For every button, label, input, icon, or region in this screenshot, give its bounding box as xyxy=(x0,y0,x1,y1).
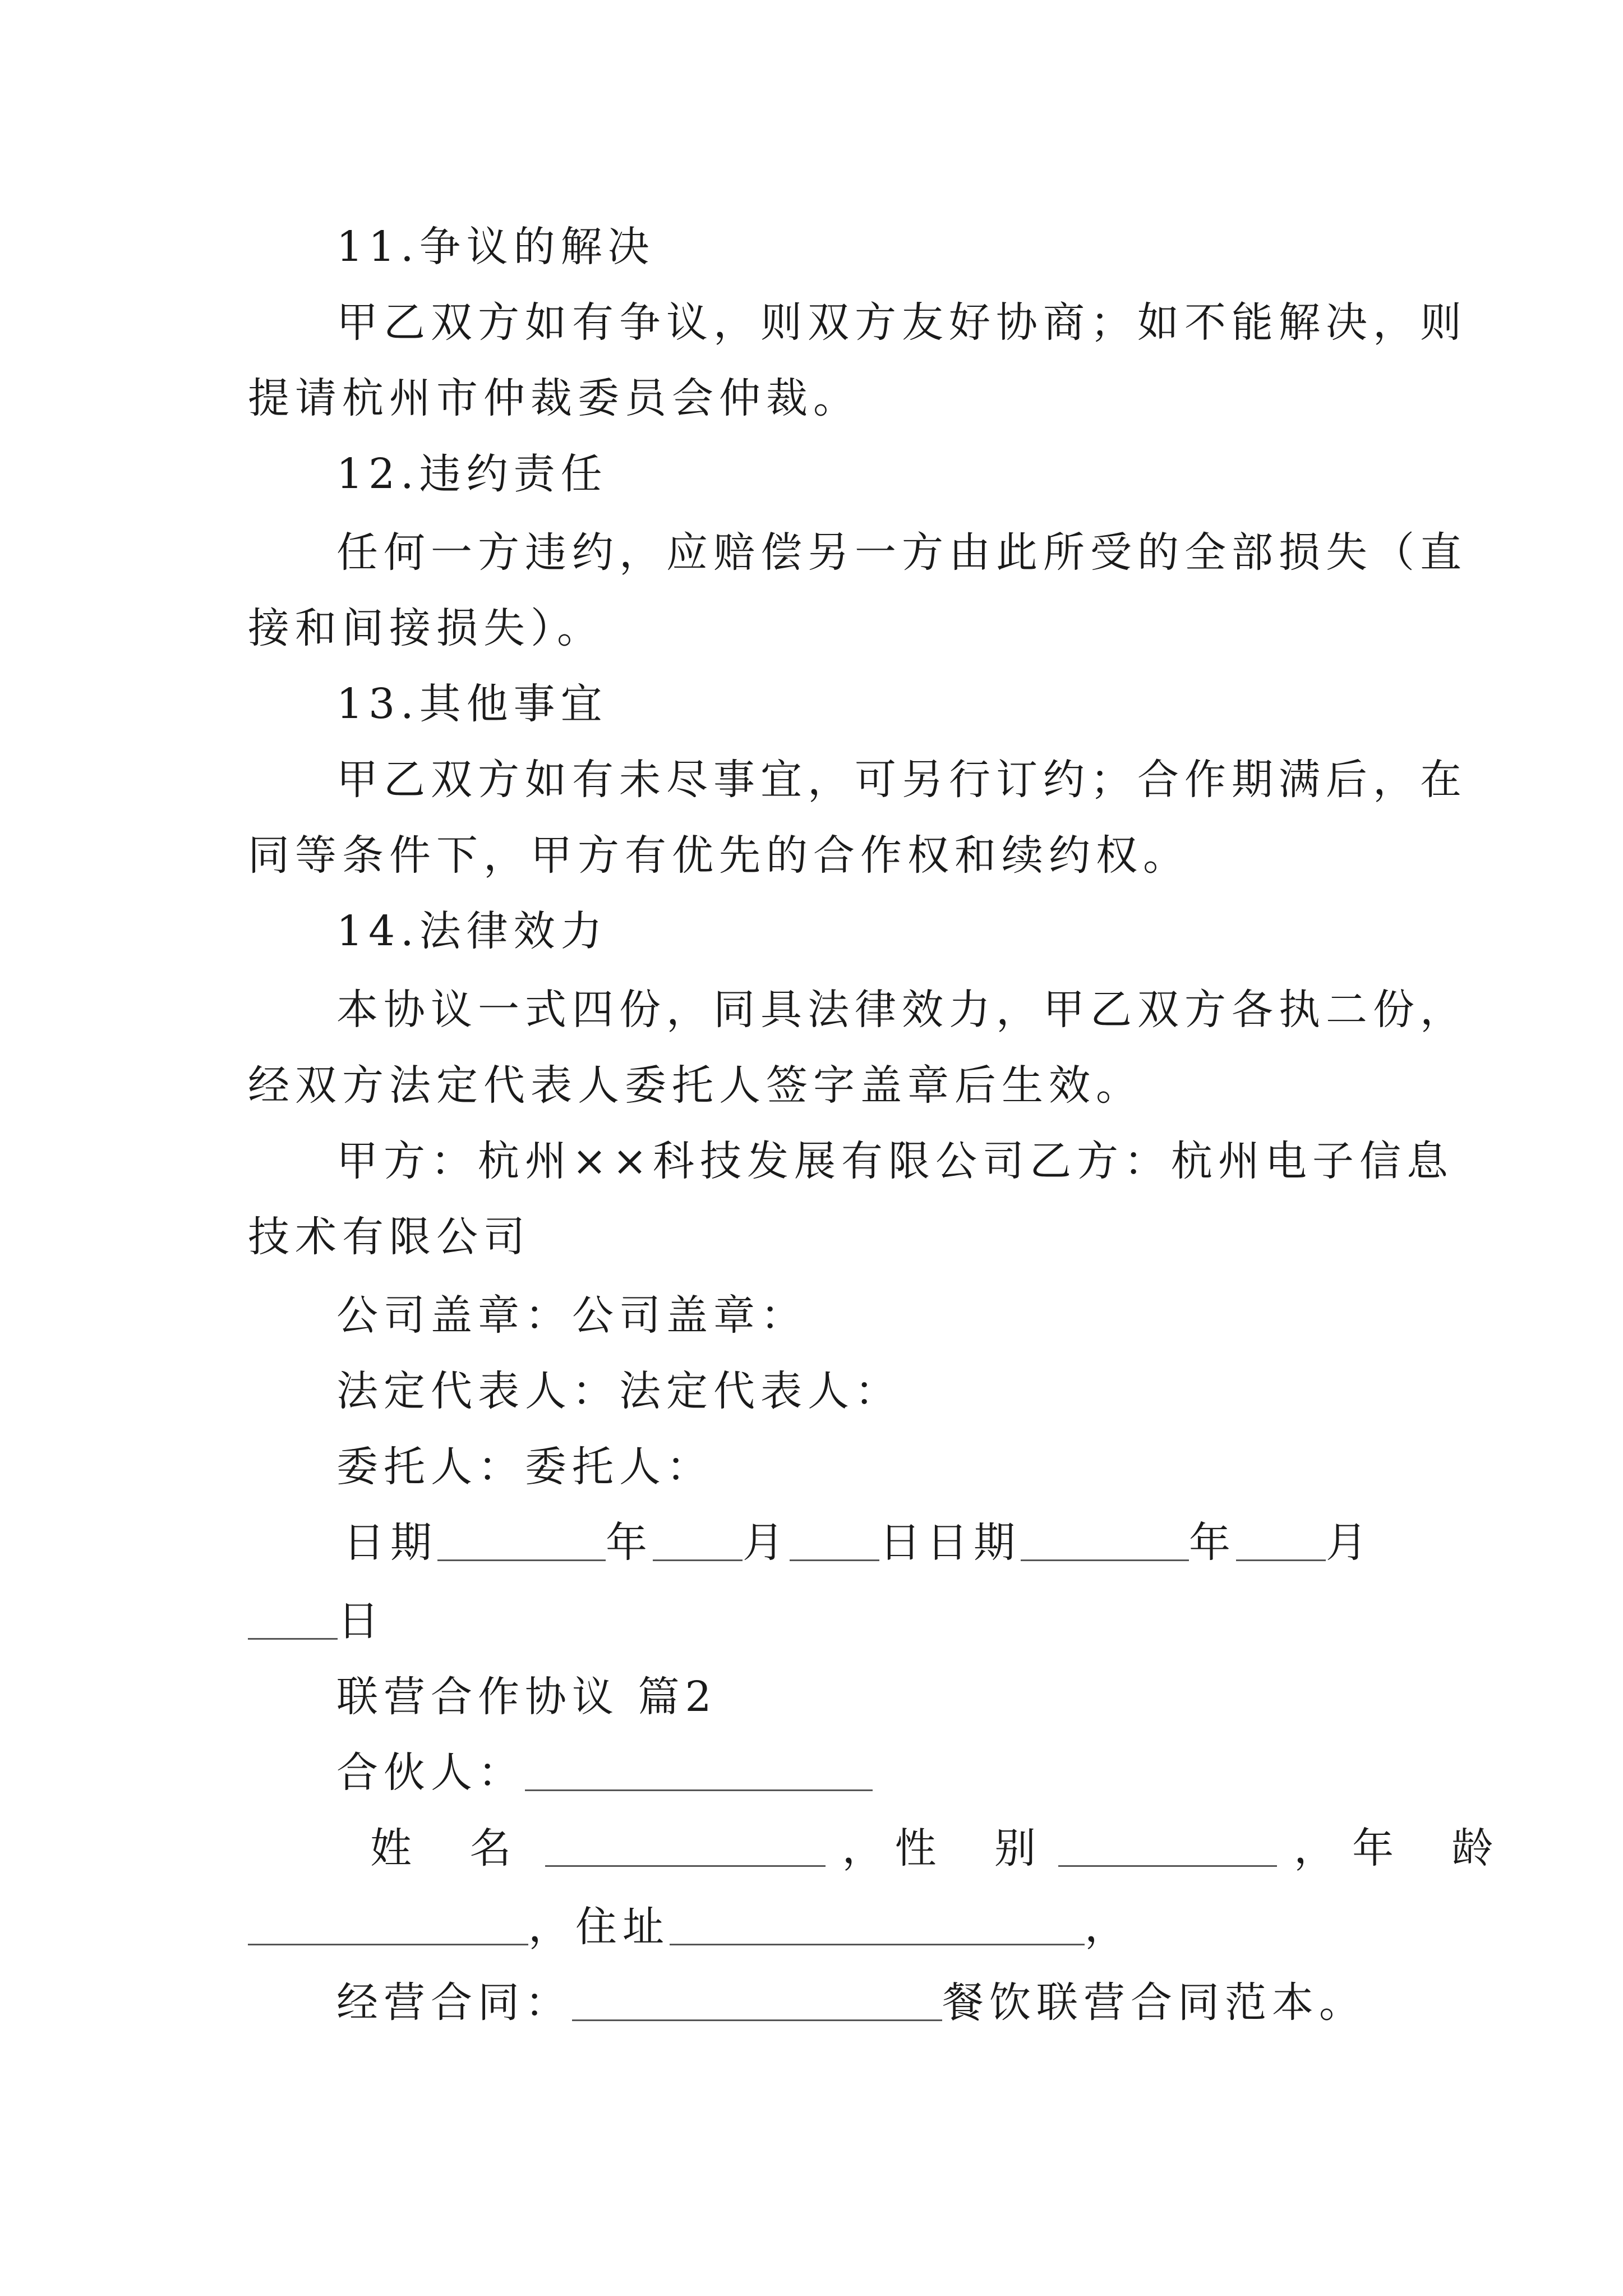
age-label: 年 龄 xyxy=(1352,1824,1516,1872)
section-14-body-line-1: 本协议一式四份，同具法律效力，甲乙双方各执二份， xyxy=(336,986,1467,1034)
date-year-label-2: 年 xyxy=(1189,1519,1236,1567)
section-11-body-line-1: 甲乙双方如有争议，则双方友好协商；如不能解决，则 xyxy=(336,298,1467,347)
date-month-blank-2 xyxy=(1236,1518,1326,1561)
date-day-blank-1 xyxy=(790,1518,879,1561)
date-day-blank-2 xyxy=(248,1596,338,1640)
section-12-heading: 12.违约责任 xyxy=(336,450,608,498)
partner-blank xyxy=(525,1748,873,1791)
entrusted-person-line: 委托人：委托人： xyxy=(336,1443,713,1491)
partner-line xyxy=(0,1739,1623,1806)
date-day-and-label-2: 日日期 xyxy=(879,1519,1021,1567)
date-month-blank-1 xyxy=(653,1518,743,1561)
date-label-1: 日期 xyxy=(343,1519,437,1567)
name-label: 姓 名 xyxy=(370,1824,534,1872)
address-blank xyxy=(670,1902,1085,1945)
gender-label: 性 别 xyxy=(895,1824,1059,1872)
section-11-heading: 11.争议的解决 xyxy=(336,223,655,271)
date-year-blank-2 xyxy=(1021,1518,1189,1561)
section-12-body-line-1: 任何一方违约，应赔偿另一方由此所受的全部损失（直 xyxy=(336,528,1467,577)
comma-2: ， xyxy=(1294,1824,1341,1872)
section-11-body-line-2: 提请杭州市仲裁委员会仲裁。 xyxy=(248,374,860,422)
date-line xyxy=(0,1509,1623,1576)
age-blank xyxy=(248,1902,528,1945)
date-day-label-2: 日 xyxy=(338,1597,385,1645)
date-month-label-1: 月 xyxy=(743,1519,790,1567)
section-12-body-line-2: 接和间接损失）。 xyxy=(248,604,604,652)
date-year-blank-1 xyxy=(437,1518,606,1561)
contract-label: 经营合同： xyxy=(336,1978,572,2027)
contract-blank xyxy=(572,1978,942,2021)
date-line-continued xyxy=(0,1588,1623,1655)
name-gender-age-line xyxy=(0,1815,1623,1882)
address-label: ，住址 xyxy=(528,1903,670,1951)
age-address-line xyxy=(0,1893,1623,1961)
section-13-heading: 13.其他事宜 xyxy=(336,680,608,728)
article-2-title: 联营合作协议 篇2 xyxy=(336,1673,717,1721)
legal-representative-line: 法定代表人：法定代表人： xyxy=(336,1367,902,1415)
section-13-body-line-2: 同等条件下，甲方有优先的合作权和续约权。 xyxy=(248,831,1190,880)
parties-line-1: 甲方：杭州××科技发展有限公司乙方：杭州电子信息 xyxy=(336,1137,1454,1185)
parties-line-2: 技术有限公司 xyxy=(248,1213,531,1261)
name-blank xyxy=(545,1824,826,1867)
contract-suffix: 餐饮联营合同范本。 xyxy=(942,1978,1366,2027)
company-seal-line: 公司盖章：公司盖章： xyxy=(336,1291,808,1340)
business-contract-line xyxy=(0,1969,1623,2036)
section-13-body-line-1: 甲乙双方如有未尽事宜，可另行订约；合作期满后，在 xyxy=(336,756,1467,804)
gender-blank xyxy=(1058,1824,1277,1867)
section-14-body-line-2: 经双方法定代表人委托人签字盖章后生效。 xyxy=(248,1061,1143,1110)
section-14-heading: 14.法律效力 xyxy=(336,907,608,955)
date-month-label-2: 月 xyxy=(1326,1519,1373,1567)
date-year-label-1: 年 xyxy=(606,1519,653,1567)
partner-label: 合伙人： xyxy=(336,1749,525,1797)
comma-3: ， xyxy=(1085,1903,1132,1951)
comma-1: ， xyxy=(842,1824,889,1872)
